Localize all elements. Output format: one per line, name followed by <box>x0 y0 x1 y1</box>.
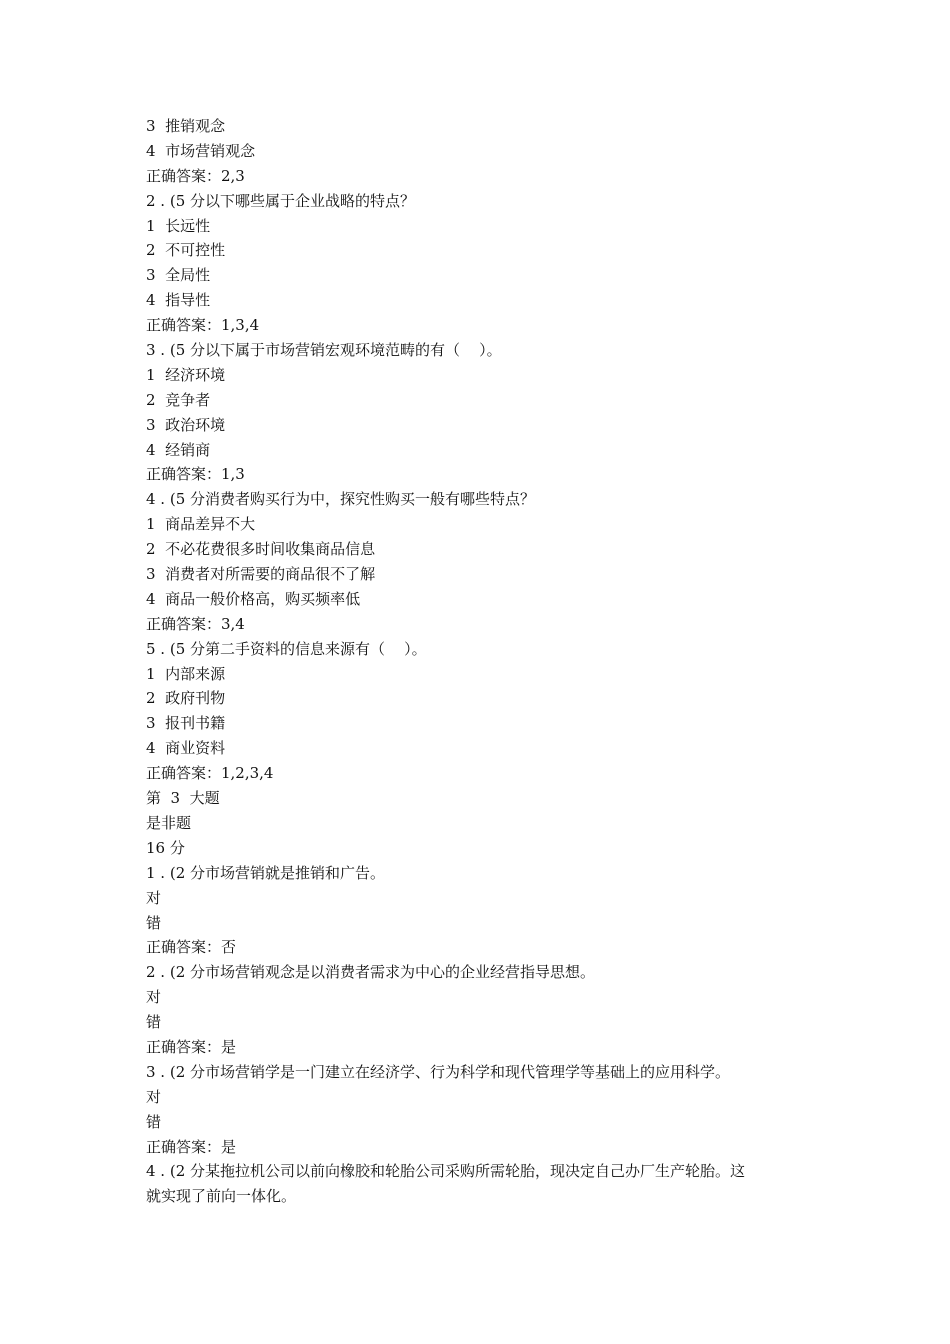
answer-line: 正确答案：1,2,3,4 <box>146 764 274 783</box>
option-line: 2 政府刊物 <box>146 689 226 708</box>
text-line: 3 推销观念 <box>146 117 226 135</box>
question-line: 2 . (2 分市场营销观念是以消费者需求为中心的企业经营指导思想。 <box>146 963 596 982</box>
option-line: 错 <box>146 1013 162 1032</box>
option-line: 4 指导性 <box>146 291 211 310</box>
question-line: 4 . (2 分某拖拉机公司以前向橡胶和轮胎公司采购所需轮胎，现决定自己办厂生产轮胎。这 <box>146 1162 746 1181</box>
section-type: 是非题 <box>146 813 192 832</box>
option-line: 4 商品一般价格高，购买频率低 <box>146 589 361 608</box>
option-line: 错 <box>146 913 162 932</box>
answer-line: 正确答案：否 <box>146 938 237 957</box>
answer-line: 正确答案：是 <box>146 1037 237 1056</box>
option-line: 2 竞争者 <box>146 390 211 409</box>
option-line: 2 不可控性 <box>146 241 226 260</box>
option-line: 3 消费者对所需要的商品很不了解 <box>146 565 376 584</box>
option-line: 1 长远性 <box>146 216 211 235</box>
option-line: 3 报刊书籍 <box>146 714 226 733</box>
answer-line: 正确答案：2,3 <box>146 166 245 185</box>
option-line: 4 经销商 <box>146 440 211 459</box>
option-line: 错 <box>146 1112 162 1131</box>
option-line: 4 商业资料 <box>146 739 226 758</box>
option-line: 对 <box>146 988 162 1007</box>
question-line: 4 . (5 分消费者购买行为中，探究性购买一般有哪些特点？ <box>146 490 536 509</box>
option-line: 1 内部来源 <box>146 664 226 683</box>
question-line-continued: 就实现了前向一体化。 <box>146 1187 297 1206</box>
answer-line: 正确答案：3,4 <box>146 614 245 633</box>
option-line: 3 政治环境 <box>146 415 226 434</box>
option-line: 对 <box>146 888 162 907</box>
question-line: 2 . (5 分以下哪些属于企业战略的特点？ <box>146 191 416 210</box>
option-line: 对 <box>146 1087 162 1106</box>
document-page <box>146 114 818 1209</box>
section-score: 16 分 <box>146 838 185 857</box>
section-heading: 第 3 大题 <box>146 789 220 808</box>
question-line: 3 . (5 分以下属于市场营销宏观环境范畴的有（ ）。 <box>146 341 502 360</box>
option-line: 3 全局性 <box>146 266 211 285</box>
question-line: 1 . (2 分市场营销就是推销和广告。 <box>146 863 386 882</box>
answer-line: 正确答案：1,3 <box>146 465 245 484</box>
text-line: 4 市场营销观念 <box>146 141 256 160</box>
option-line: 2 不必花费很多时间收集商品信息 <box>146 540 376 559</box>
answer-line: 正确答案：1,3,4 <box>146 316 260 335</box>
answer-line: 正确答案：是 <box>146 1137 237 1156</box>
option-line: 1 商品差异不大 <box>146 515 256 534</box>
question-line: 3 . (2 分市场营销学是一门建立在经济学、行为科学和现代管理学等基础上的应用科学。 <box>146 1062 731 1081</box>
question-line: 5 . (5 分第二手资料的信息来源有（ ）。 <box>146 639 427 658</box>
option-line: 1 经济环境 <box>146 365 226 384</box>
